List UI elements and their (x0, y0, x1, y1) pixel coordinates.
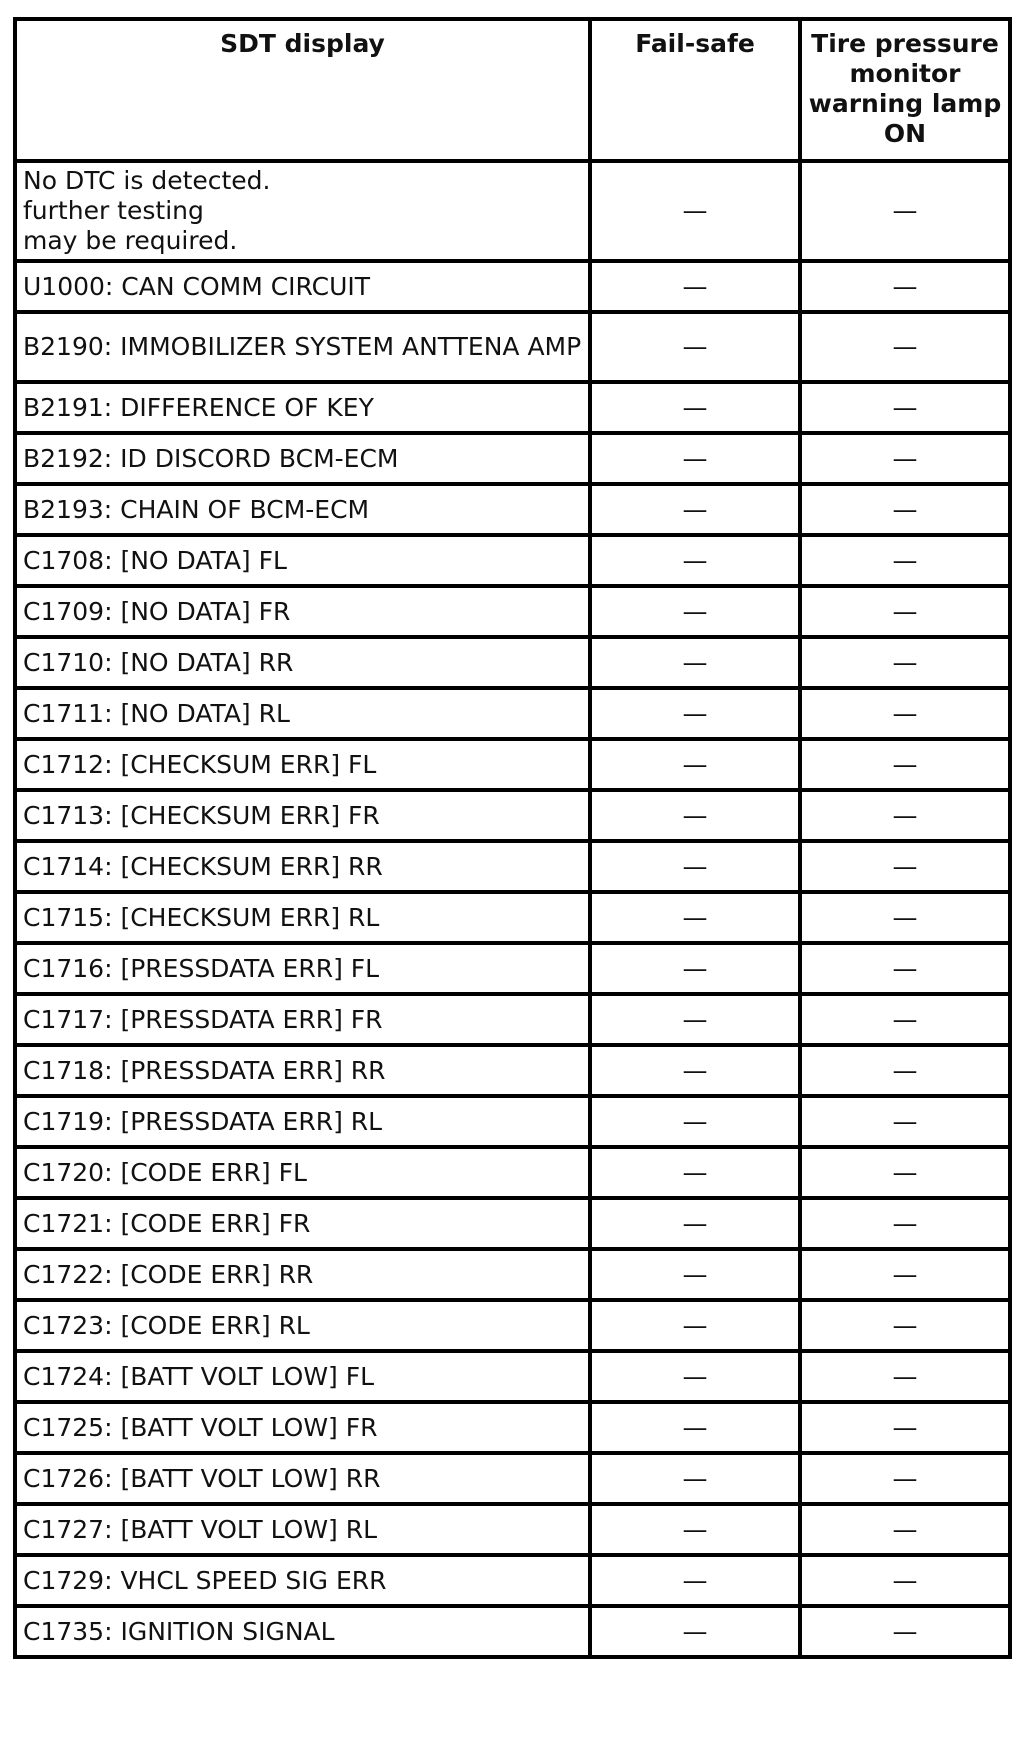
fail-safe-cell: — (590, 739, 800, 790)
table-row (15, 1147, 1010, 1198)
warning-lamp-cell: — (800, 1453, 1010, 1504)
table-row (15, 1351, 1010, 1402)
warning-lamp-cell: — (800, 1147, 1010, 1198)
fail-safe-cell: — (590, 1045, 800, 1096)
fail-safe-cell: — (590, 312, 800, 382)
table-row (15, 1096, 1010, 1147)
sdt-display-cell: C1714: [CHECKSUM ERR] RR (15, 841, 590, 892)
fail-safe-cell: — (590, 433, 800, 484)
sdt-display-cell: C1727: [BATT VOLT LOW] RL (15, 1504, 590, 1555)
sdt-display-cell: C1716: [PRESSDATA ERR] FL (15, 943, 590, 994)
fail-safe-cell: — (590, 1300, 800, 1351)
fail-safe-cell: — (590, 1453, 800, 1504)
warning-lamp-cell: — (800, 1606, 1010, 1657)
warning-lamp-cell: — (800, 1096, 1010, 1147)
header-warning-lamp: Tire pressure monitor warning lamp ON (800, 19, 1010, 161)
sdt-display-cell: C1719: [PRESSDATA ERR] RL (15, 1096, 590, 1147)
fail-safe-cell: — (590, 586, 800, 637)
table-row (15, 586, 1010, 637)
fail-safe-cell: — (590, 1402, 800, 1453)
sdt-display-cell: C1711: [NO DATA] RL (15, 688, 590, 739)
fail-safe-cell: — (590, 382, 800, 433)
warning-lamp-cell: — (800, 688, 1010, 739)
fail-safe-cell: — (590, 943, 800, 994)
warning-lamp-cell: — (800, 1045, 1010, 1096)
fail-safe-cell: — (590, 484, 800, 535)
sdt-display-cell: B2192: ID DISCORD BCM-ECM (15, 433, 590, 484)
sdt-display-cell: C1712: [CHECKSUM ERR] FL (15, 739, 590, 790)
warning-lamp-cell: — (800, 1249, 1010, 1300)
table-header-row (15, 19, 1010, 161)
table-row (15, 1300, 1010, 1351)
fail-safe-cell: — (590, 1555, 800, 1606)
table-row (15, 312, 1010, 382)
fail-safe-cell: — (590, 637, 800, 688)
table-row (15, 739, 1010, 790)
fail-safe-cell: — (590, 161, 800, 261)
fail-safe-cell: — (590, 841, 800, 892)
sdt-display-cell: C1725: [BATT VOLT LOW] FR (15, 1402, 590, 1453)
fail-safe-cell: — (590, 1096, 800, 1147)
warning-lamp-cell: — (800, 892, 1010, 943)
sdt-display-cell: U1000: CAN COMM CIRCUIT (15, 261, 590, 312)
table-body (15, 161, 1010, 1657)
table-row (15, 1402, 1010, 1453)
sdt-display-cell: B2193: CHAIN OF BCM-ECM (15, 484, 590, 535)
warning-lamp-cell: — (800, 484, 1010, 535)
warning-lamp-cell: — (800, 535, 1010, 586)
table-row (15, 1198, 1010, 1249)
warning-lamp-cell: — (800, 943, 1010, 994)
fail-safe-cell: — (590, 1504, 800, 1555)
fail-safe-cell: — (590, 1249, 800, 1300)
sdt-display-cell: C1724: [BATT VOLT LOW] FL (15, 1351, 590, 1402)
warning-lamp-cell: — (800, 1555, 1010, 1606)
table-row (15, 1453, 1010, 1504)
fail-safe-cell: — (590, 1351, 800, 1402)
table-row (15, 161, 1010, 261)
sdt-display-cell: C1735: IGNITION SIGNAL (15, 1606, 590, 1657)
warning-lamp-cell: — (800, 433, 1010, 484)
fail-safe-cell: — (590, 688, 800, 739)
warning-lamp-cell: — (800, 1198, 1010, 1249)
table-row (15, 1045, 1010, 1096)
warning-lamp-cell: — (800, 790, 1010, 841)
fail-safe-cell: — (590, 1147, 800, 1198)
sdt-display-cell: No DTC is detected. further testing may be required. (15, 161, 590, 261)
warning-lamp-cell: — (800, 637, 1010, 688)
table-row (15, 892, 1010, 943)
table-row (15, 841, 1010, 892)
fail-safe-cell: — (590, 994, 800, 1045)
warning-lamp-cell: — (800, 161, 1010, 261)
sdt-display-cell: C1729: VHCL SPEED SIG ERR (15, 1555, 590, 1606)
warning-lamp-cell: — (800, 261, 1010, 312)
table-row (15, 1555, 1010, 1606)
sdt-display-cell: C1721: [CODE ERR] FR (15, 1198, 590, 1249)
warning-lamp-cell: — (800, 1351, 1010, 1402)
table-row (15, 994, 1010, 1045)
warning-lamp-cell: — (800, 739, 1010, 790)
warning-lamp-cell: — (800, 994, 1010, 1045)
table-row (15, 1504, 1010, 1555)
warning-lamp-cell: — (800, 382, 1010, 433)
fail-safe-cell: — (590, 535, 800, 586)
table-row (15, 1606, 1010, 1657)
fail-safe-cell: — (590, 892, 800, 943)
table-row (15, 943, 1010, 994)
sdt-display-cell: C1726: [BATT VOLT LOW] RR (15, 1453, 590, 1504)
sdt-display-cell: C1713: [CHECKSUM ERR] FR (15, 790, 590, 841)
table-row (15, 484, 1010, 535)
fail-safe-cell: — (590, 1198, 800, 1249)
sdt-display-cell: C1718: [PRESSDATA ERR] RR (15, 1045, 590, 1096)
sdt-display-cell: C1708: [NO DATA] FL (15, 535, 590, 586)
warning-lamp-cell: — (800, 841, 1010, 892)
warning-lamp-cell: — (800, 1300, 1010, 1351)
warning-lamp-cell: — (800, 1504, 1010, 1555)
table-row (15, 382, 1010, 433)
sdt-display-cell: B2191: DIFFERENCE OF KEY (15, 382, 590, 433)
sdt-display-cell: C1720: [CODE ERR] FL (15, 1147, 590, 1198)
sdt-display-cell: C1715: [CHECKSUM ERR] RL (15, 892, 590, 943)
header-fail-safe: Fail-safe (590, 19, 800, 161)
sdt-display-cell: C1722: [CODE ERR] RR (15, 1249, 590, 1300)
fail-safe-cell: — (590, 790, 800, 841)
sdt-display-cell: C1717: [PRESSDATA ERR] FR (15, 994, 590, 1045)
warning-lamp-cell: — (800, 1402, 1010, 1453)
sdt-display-cell: B2190: IMMOBILIZER SYSTEM ANTTENA AMP (15, 312, 590, 382)
table-row (15, 1249, 1010, 1300)
header-sdt-display: SDT display (15, 19, 590, 161)
sdt-display-cell: C1709: [NO DATA] FR (15, 586, 590, 637)
warning-lamp-cell: — (800, 312, 1010, 382)
table-row (15, 261, 1010, 312)
sdt-display-cell: C1710: [NO DATA] RR (15, 637, 590, 688)
warning-lamp-cell: — (800, 586, 1010, 637)
sdt-display-cell: C1723: [CODE ERR] RL (15, 1300, 590, 1351)
dtc-table (13, 17, 1012, 1659)
table-row (15, 433, 1010, 484)
table-row (15, 535, 1010, 586)
table-row (15, 790, 1010, 841)
table-row (15, 637, 1010, 688)
fail-safe-cell: — (590, 261, 800, 312)
table-row (15, 688, 1010, 739)
fail-safe-cell: — (590, 1606, 800, 1657)
